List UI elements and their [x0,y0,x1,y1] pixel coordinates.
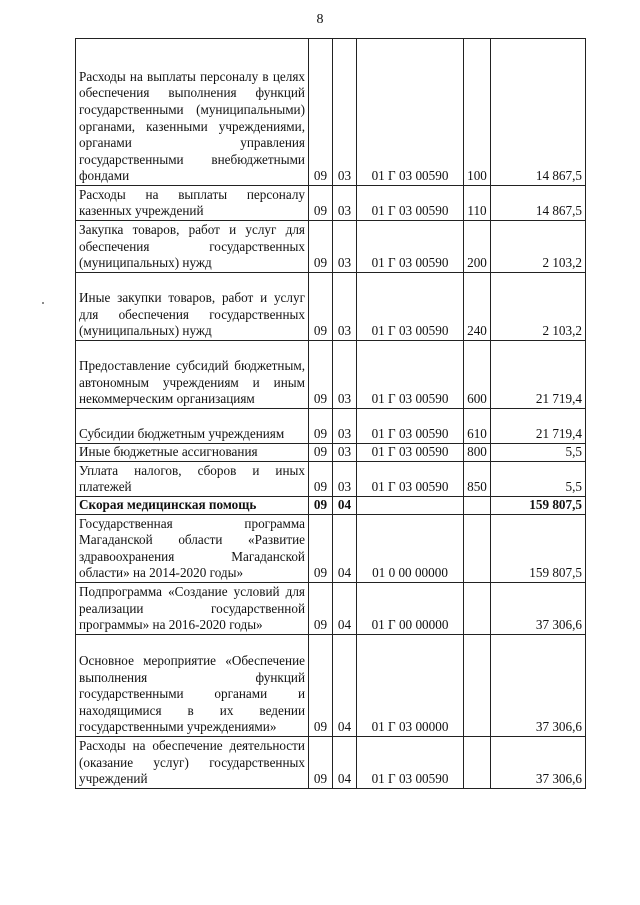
table-row [76,186,586,221]
row-amount: 37 306,6 [491,737,586,789]
row-target: 01 0 00 00000 [357,515,464,583]
row-expense-type [464,497,491,515]
table-row [76,341,586,409]
row-expense-type: 200 [464,221,491,273]
row-amount: 2 103,2 [491,221,586,273]
row-name: Расходы на выплаты персоналу в целях обеспечения выполнения функций государственными (муниципальными) органами, казенными учреждениями, органами управления государственными внебюджетными фондами [76,39,309,186]
table-row [76,737,586,789]
table-row [76,273,586,341]
row-target: 01 Г 03 00590 [357,39,464,186]
row-section: 09 [309,583,333,635]
row-target: 01 Г 03 00590 [357,341,464,409]
row-amount: 14 867,5 [491,186,586,221]
row-subsection: 03 [333,186,357,221]
scan-speck [42,302,44,304]
row-subsection: 04 [333,515,357,583]
row-section: 09 [309,186,333,221]
row-expense-type [464,737,491,789]
row-section: 09 [309,444,333,462]
row-amount: 5,5 [491,462,586,497]
row-target: 01 Г 03 00590 [357,462,464,497]
row-name: Подпрограмма «Создание условий для реализации государственной программы» на 2016-2020 годы» [76,583,309,635]
row-section: 09 [309,221,333,273]
row-subsection: 04 [333,737,357,789]
row-target: 01 Г 03 00590 [357,737,464,789]
row-target [357,497,464,515]
row-target: 01 Г 03 00590 [357,221,464,273]
row-subsection: 03 [333,444,357,462]
table-row [76,635,586,737]
row-name: Закупка товаров, работ и услуг для обеспечения государственных (муниципальных) нужд [76,221,309,273]
row-amount: 37 306,6 [491,583,586,635]
table-row [76,497,586,515]
row-expense-type [464,515,491,583]
row-subsection: 03 [333,341,357,409]
row-expense-type: 610 [464,409,491,444]
row-expense-type: 850 [464,462,491,497]
row-amount: 21 719,4 [491,341,586,409]
row-target: 01 Г 03 00000 [357,635,464,737]
row-amount: 159 807,5 [491,497,586,515]
table-row [76,409,586,444]
row-expense-type: 100 [464,39,491,186]
row-subsection: 03 [333,221,357,273]
row-amount: 21 719,4 [491,409,586,444]
row-expense-type: 800 [464,444,491,462]
row-section: 09 [309,515,333,583]
row-amount: 2 103,2 [491,273,586,341]
row-subsection: 04 [333,497,357,515]
row-section: 09 [309,497,333,515]
row-amount: 14 867,5 [491,39,586,186]
row-expense-type: 600 [464,341,491,409]
row-target: 01 Г 03 00590 [357,444,464,462]
row-expense-type [464,635,491,737]
table-row [76,462,586,497]
row-subsection: 03 [333,462,357,497]
budget-table [75,38,586,789]
row-target: 01 Г 03 00590 [357,186,464,221]
page-number: 8 [316,12,324,27]
row-subsection: 03 [333,39,357,186]
row-name: Расходы на обеспечение деятельности (оказание услуг) государственных учреждений [76,737,309,789]
row-subsection: 04 [333,583,357,635]
row-name: Иные закупки товаров, работ и услуг для обеспечения государственных (муниципальных) нужд [76,273,309,341]
row-expense-type: 240 [464,273,491,341]
row-target: 01 Г 03 00590 [357,409,464,444]
table-row [76,221,586,273]
row-name: Иные бюджетные ассигнования [76,444,309,462]
row-name: Предоставление субсидий бюджетным, автономным учреждениям и иным некоммерческим организациям [76,341,309,409]
table-row [76,444,586,462]
row-amount: 159 807,5 [491,515,586,583]
table-row [76,39,586,186]
row-expense-type: 110 [464,186,491,221]
row-section: 09 [309,341,333,409]
row-subsection: 03 [333,273,357,341]
row-subsection: 04 [333,635,357,737]
row-section: 09 [309,737,333,789]
row-section: 09 [309,462,333,497]
row-subsection: 03 [333,409,357,444]
budget-table-body [76,39,586,789]
row-target: 01 Г 00 00000 [357,583,464,635]
row-section: 09 [309,409,333,444]
row-name: Скорая медицинская помощь [76,497,309,515]
row-name: Уплата налогов, сборов и иных платежей [76,462,309,497]
row-section: 09 [309,273,333,341]
row-target: 01 Г 03 00590 [357,273,464,341]
row-amount: 37 306,6 [491,635,586,737]
row-name: Расходы на выплаты персоналу казенных учреждений [76,186,309,221]
table-row [76,515,586,583]
row-name: Основное мероприятие «Обеспечение выполнения функций государственными органами и находящимися в их ведении государственными учреждениями» [76,635,309,737]
row-name: Субсидии бюджетным учреждениям [76,409,309,444]
row-section: 09 [309,39,333,186]
table-row [76,583,586,635]
row-expense-type [464,583,491,635]
row-amount: 5,5 [491,444,586,462]
row-section: 09 [309,635,333,737]
row-name: Государственная программа Магаданской области «Развитие здравоохранения Магаданской области» на 2014-2020 годы» [76,515,309,583]
